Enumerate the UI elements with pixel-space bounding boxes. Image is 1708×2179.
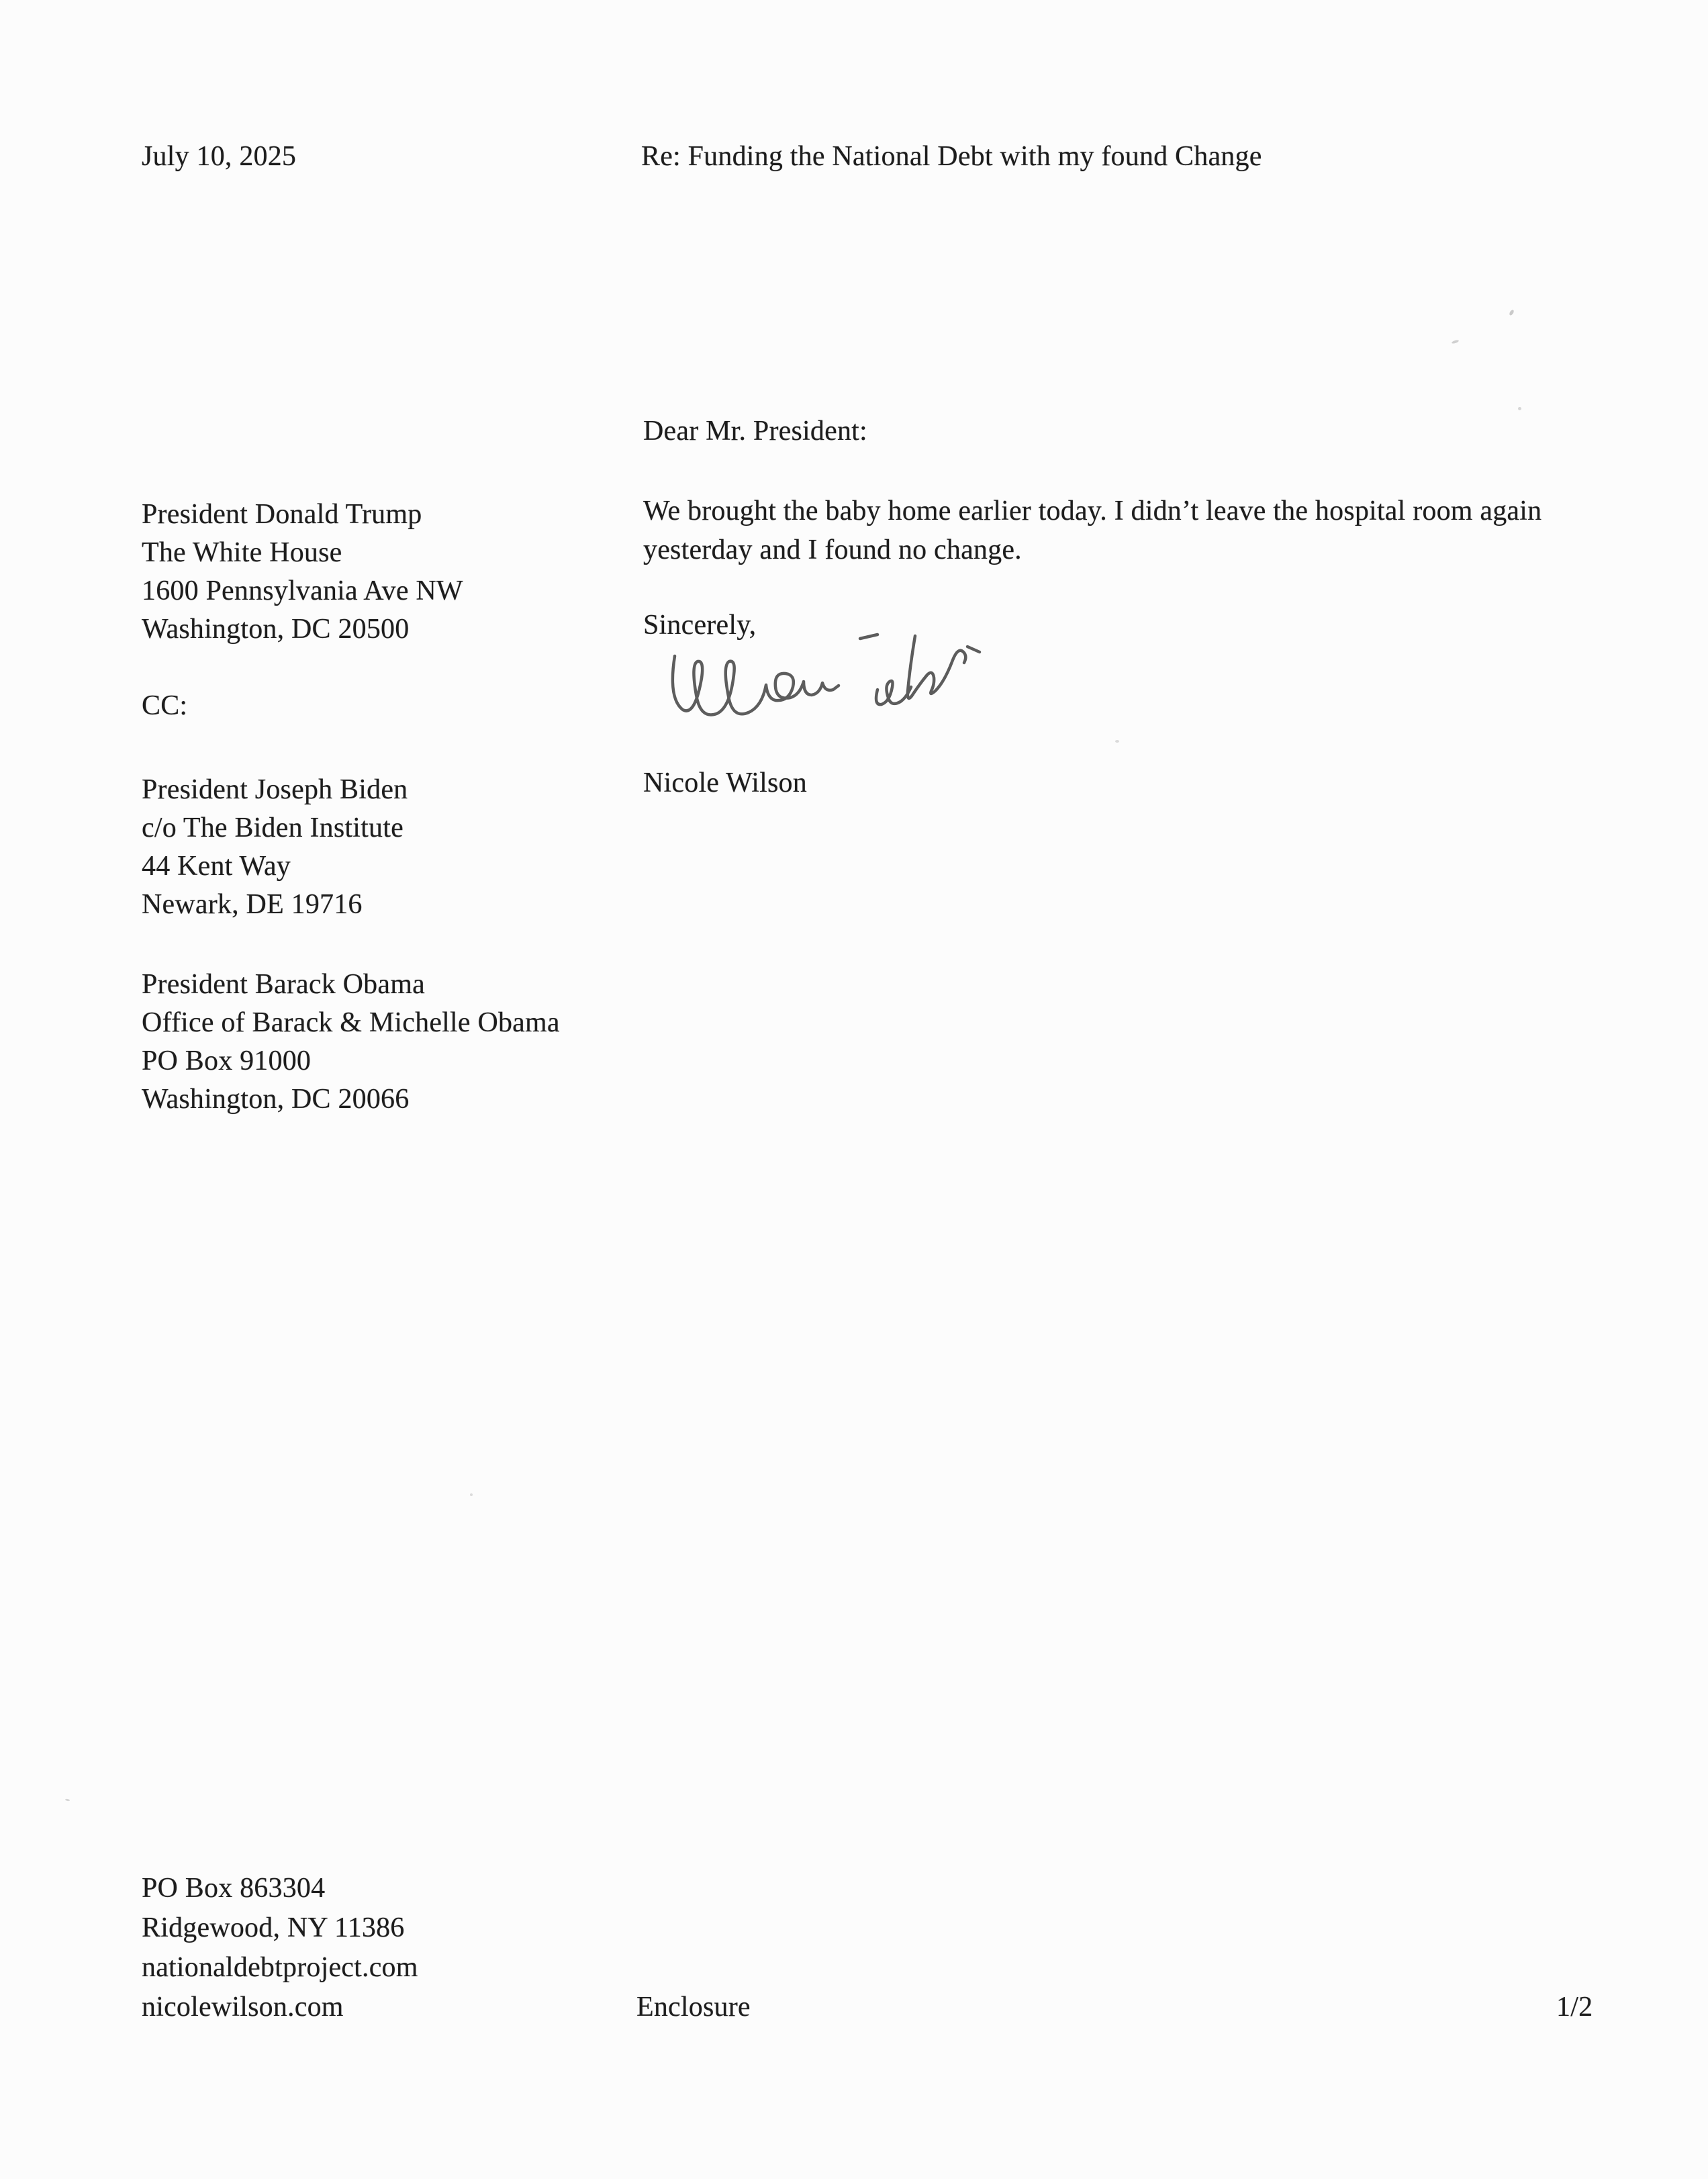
sender-line: Ridgewood, NY 11386 [142, 1912, 405, 1943]
recipient-line: Washington, DC 20500 [142, 614, 410, 645]
body-text-line: We brought the baby home earlier today. I didn’t leave the hospital room again [643, 496, 1542, 526]
scan-speck [1509, 309, 1515, 316]
scan-speck [1518, 407, 1521, 410]
sender-address-block [142, 1869, 418, 2027]
body-text-line: yesterday and I found no change. [643, 535, 1022, 565]
recipient-line: 1600 Pennsylvania Ave NW [142, 575, 463, 606]
subject-line: Re: Funding the National Debt with my found Change [641, 141, 1262, 172]
cc-line: President Joseph Biden [142, 774, 408, 805]
sender-line: nicolewilson.com [142, 1992, 344, 2023]
recipient-address-block [142, 496, 463, 649]
cc-line: Newark, DE 19716 [142, 889, 363, 920]
cc-line: 44 Kent Way [142, 851, 291, 882]
cc-line: Washington, DC 20066 [142, 1084, 410, 1115]
page-number: 1/2 [1556, 1992, 1593, 2023]
signature-handwriting [668, 628, 1004, 735]
signature-name: Nicole Wilson [643, 768, 807, 798]
recipient-line: President Donald Trump [142, 499, 422, 530]
cc-label: CC: [142, 690, 188, 721]
cc-address-block-biden [142, 771, 408, 924]
enclosure-label: Enclosure [636, 1992, 751, 2023]
closing: Sincerely, [643, 610, 757, 641]
cc-line: c/o The Biden Institute [142, 813, 404, 843]
recipient-line: The White House [142, 537, 342, 568]
sender-line: PO Box 863304 [142, 1873, 326, 1904]
scan-speck [1452, 339, 1460, 344]
letter-date: July 10, 2025 [142, 141, 297, 172]
scan-speck [470, 1493, 473, 1496]
sender-line: nationaldebtproject.com [142, 1952, 418, 1983]
scan-speck [1115, 740, 1119, 743]
salutation: Dear Mr. President: [643, 416, 867, 447]
cc-line: PO Box 91000 [142, 1046, 312, 1076]
cc-line: President Barack Obama [142, 969, 425, 1000]
scan-speck [65, 1798, 70, 1801]
cc-address-block-obama [142, 966, 560, 1119]
cc-line: Office of Barack & Michelle Obama [142, 1007, 560, 1038]
